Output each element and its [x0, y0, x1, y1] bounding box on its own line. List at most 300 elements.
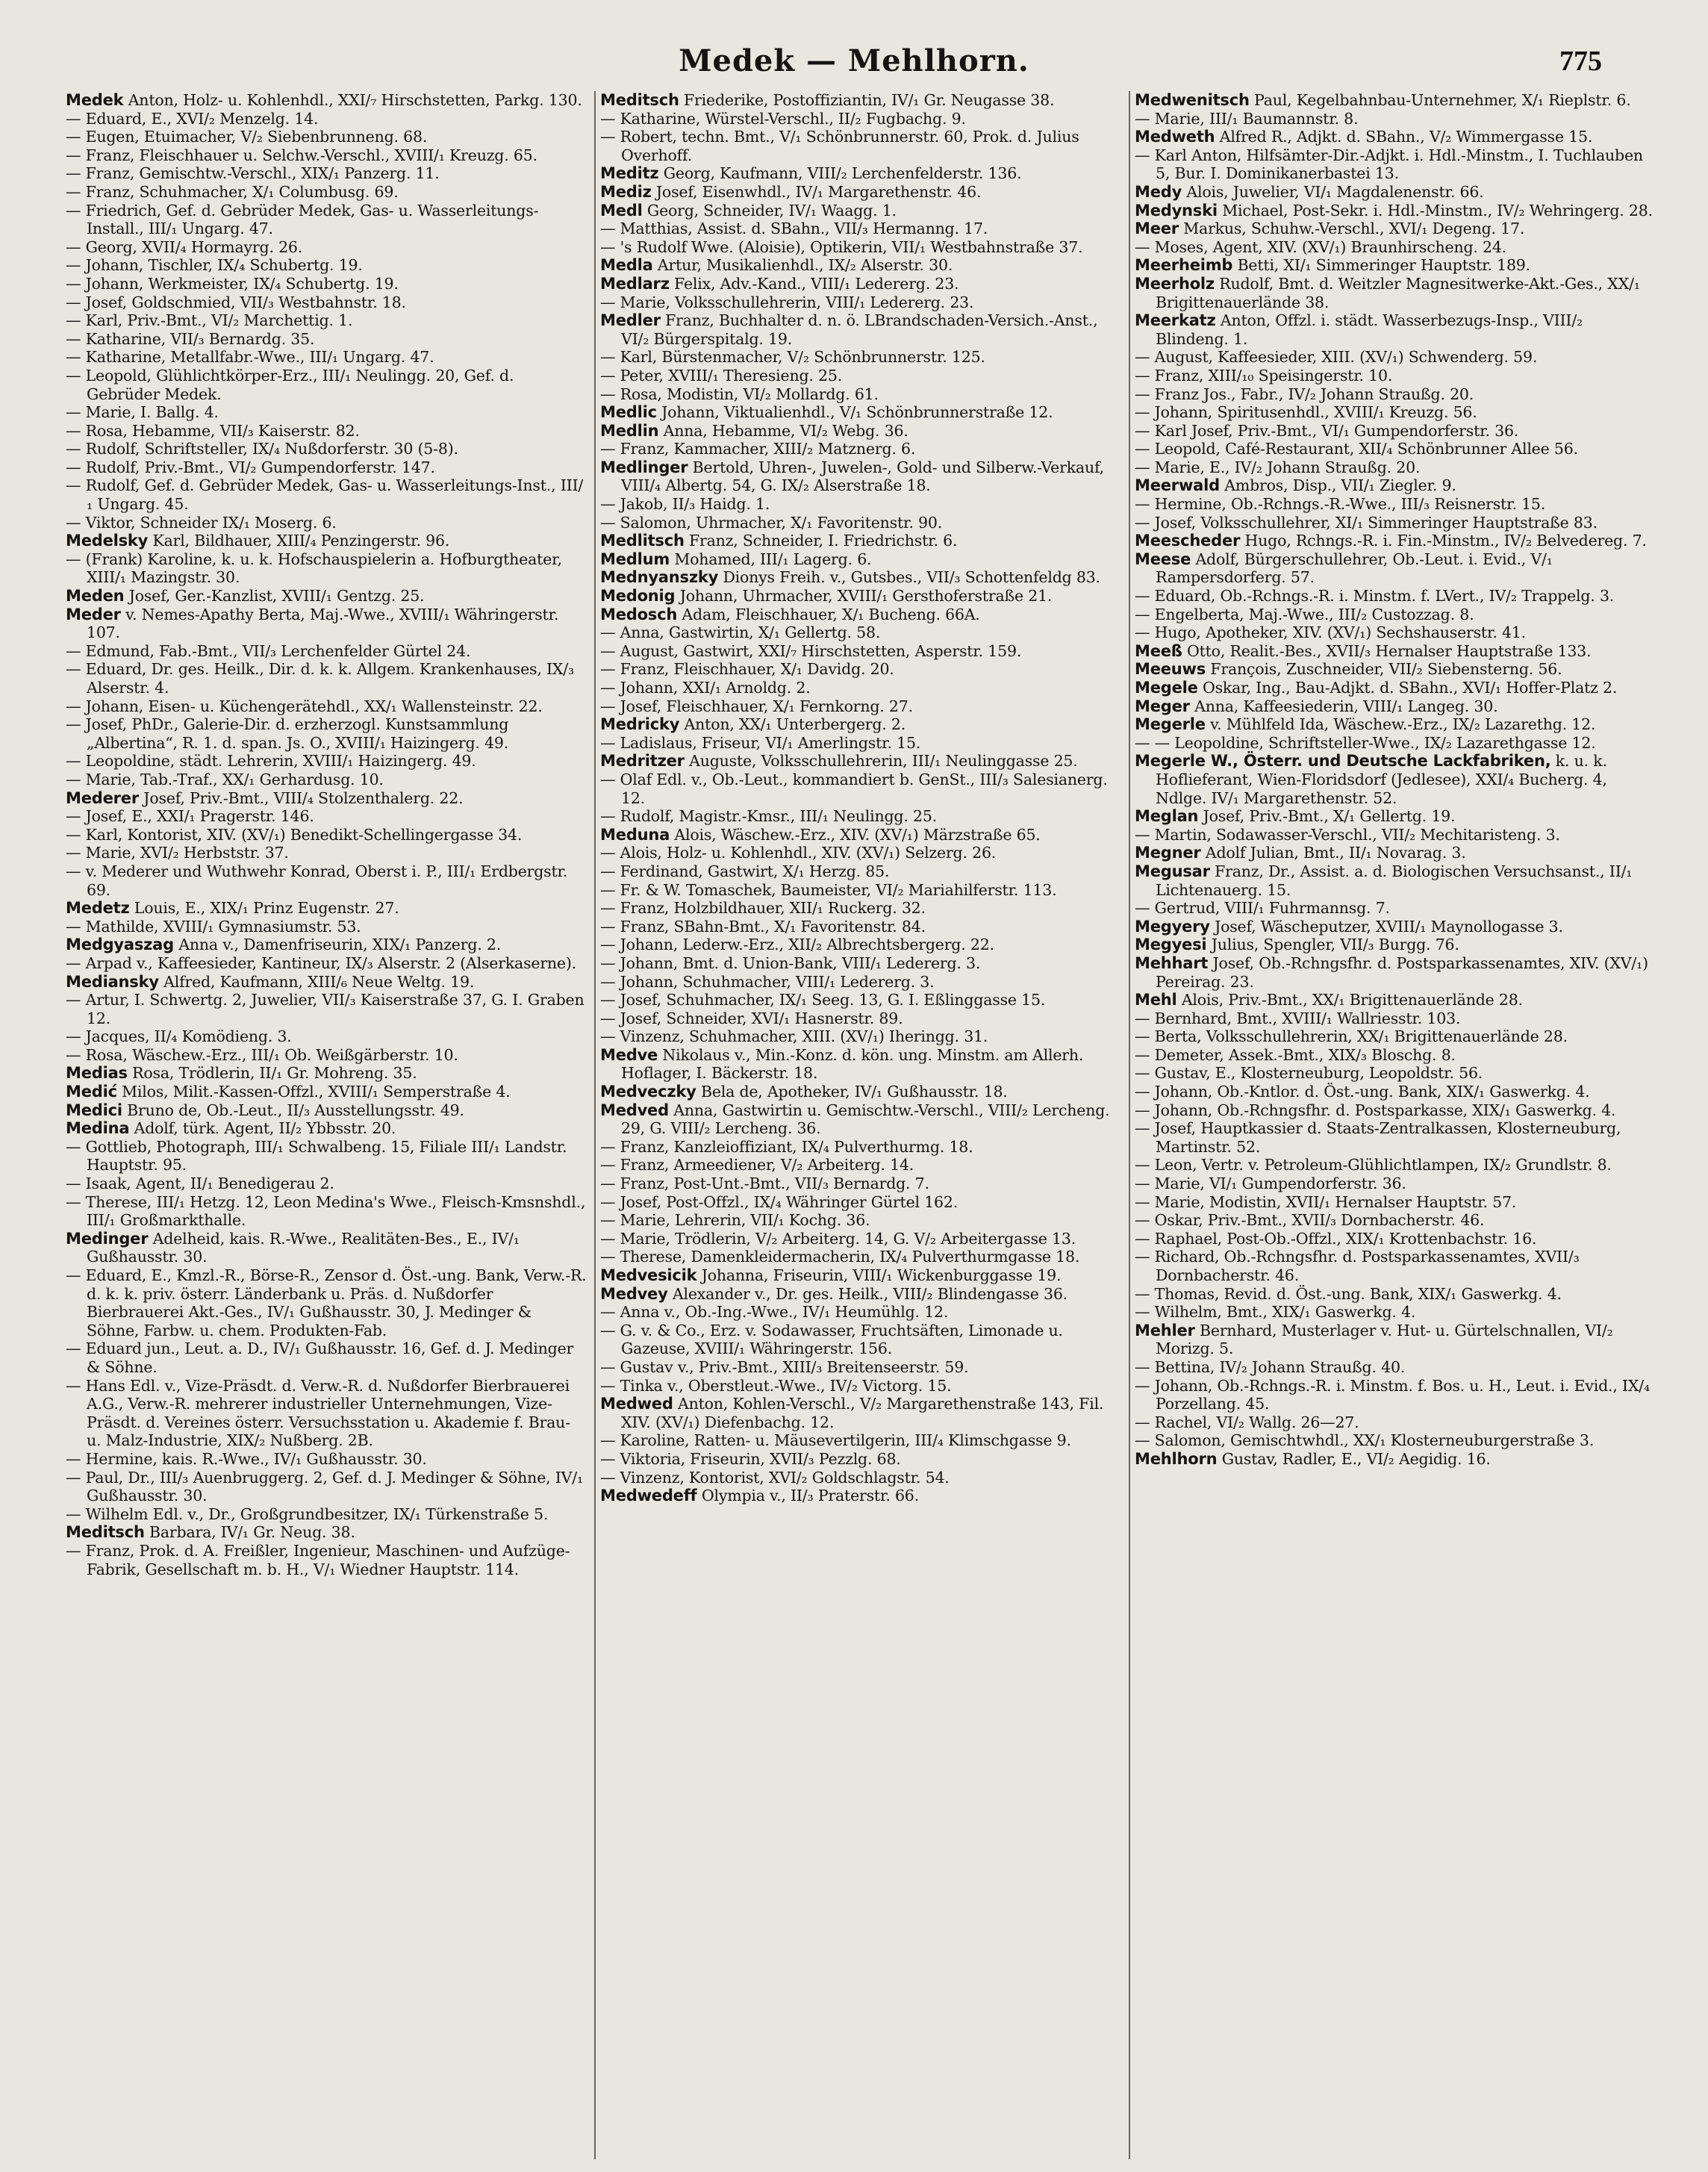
- entry-text: Rosa, Trödlerin, II/₁ Gr. Mohreng. 35.: [127, 1064, 417, 1083]
- directory-entry: [66, 440, 587, 458]
- directory-entry: [66, 202, 587, 238]
- directory-entry: [600, 1377, 1121, 1395]
- directory-entry: [1135, 238, 1657, 257]
- directory-entry: [66, 348, 587, 367]
- entry-text: — Karl, Priv.-Bmt., VI/₂ Marchettig. 1.: [66, 311, 353, 330]
- entry-headword: Meditz: [600, 164, 659, 183]
- entry-text: — Josef, PhDr., Galerie-Dir. d. erzherzogl. Kunstsammlung „Albertina“, R. 1. d. span. Js. O., XVIII/₁ Haizingerg. 49.: [66, 715, 509, 752]
- entry-headword: Megyery: [1135, 917, 1210, 936]
- entry-text: François, Zuschneider, VII/₂ Siebensterng. 56.: [1206, 660, 1562, 679]
- entry-headword: Meescheder: [1135, 532, 1241, 550]
- directory-entry: [600, 1174, 1121, 1193]
- directory-entry: [1135, 1083, 1657, 1101]
- directory-entry: [600, 1009, 1121, 1028]
- entry-headword: Meerkatz: [1135, 311, 1216, 330]
- entry-text: — Edmund, Fab.-Bmt., VII/₃ Lerchenfelder Gürtel 24.: [66, 641, 471, 660]
- entry-text: — Franz Jos., Fabr., IV/₂ Johann Straußg. 20.: [1135, 385, 1474, 403]
- directory-entry: [600, 348, 1121, 367]
- entry-headword: Megner: [1135, 844, 1201, 862]
- directory-entry: [1135, 623, 1657, 642]
- entry-text: — Marie, Tab.-Traf., XX/₁ Gerhardusg. 10.: [66, 770, 384, 788]
- directory-entry: [66, 1064, 587, 1083]
- entry-text: — Rudolf, Schriftsteller, IX/₄ Nußdorferstr. 30 (5-8).: [66, 440, 458, 458]
- entry-headword: Medved: [600, 1101, 669, 1119]
- entry-text: — G. v. & Co., Erz. v. Sodawasser, Fruchtsäften, Limonade u. Gazeuse, XVIII/₁ Währingerstr. 156.: [600, 1321, 1063, 1358]
- entry-headword: Medina: [66, 1119, 130, 1138]
- entry-text: Adolf, Bürgerschullehrer, Ob.-Leut. i. Evid., V/₁ Rampersdorferg. 57.: [1156, 550, 1553, 587]
- directory-entry: [1135, 1285, 1657, 1304]
- directory-entry: [66, 183, 587, 202]
- directory-entry: [600, 256, 1121, 275]
- directory-entry: [1135, 202, 1657, 220]
- entry-text: — Jakob, II/₃ Haidg. 1.: [600, 495, 770, 514]
- entry-text: — Ferdinand, Gastwirt, X/₁ Herzg. 85.: [600, 862, 890, 880]
- entry-text: — Georg, XVII/₄ Hormayrg. 26.: [66, 237, 303, 256]
- entry-headword: Medricky: [600, 715, 680, 734]
- directory-entry: [600, 973, 1121, 992]
- directory-entry: [600, 1266, 1121, 1285]
- directory-entry: [66, 1469, 587, 1505]
- entry-text: — Bernhard, Bmt., XVIII/₁ Wallriesstr. 103.: [1135, 1009, 1461, 1027]
- entry-text: — Gertrud, VIII/₁ Fuhrmannsg. 7.: [1135, 899, 1390, 918]
- entry-text: — Josef, Volksschullehrer, XI/₁ Simmeringer Hauptstraße 83.: [1135, 513, 1598, 532]
- entry-text: Alois, Wäschew.-Erz., XIV. (XV/₁) Märzstraße 65.: [670, 825, 1041, 844]
- entry-text: — Franz, Fleischhauer u. Selchw.-Verschl., XVIII/₁ Kreuzg. 65.: [66, 146, 537, 164]
- directory-entry: [600, 532, 1121, 550]
- entry-text: — Johann, Ob.-Kntlor. d. Öst.-ung. Bank, XIX/₁ Gaswerkg. 4.: [1135, 1083, 1590, 1101]
- directory-entry: [600, 238, 1121, 257]
- entry-text: Felix, Adv.-Kand., VIII/₁ Ledererg. 23.: [669, 274, 959, 293]
- entry-text: Anna, Kaffeesiederin, VIII/₁ Langeg. 30.: [1189, 697, 1498, 715]
- entry-text: Alfred, Kaufmann, XIII/₆ Neue Weltg. 19.: [158, 972, 475, 991]
- directory-entry: [1135, 458, 1657, 477]
- entry-headword: Medritzer: [600, 752, 685, 771]
- directory-entry: [66, 844, 587, 862]
- entry-text: Hugo, Rchngs.-R. i. Fin.-Minstm., IV/₂ Belvedereg. 7.: [1240, 532, 1647, 550]
- entry-text: — Oskar, Priv.-Bmt., XVII/₃ Dornbacherstr. 46.: [1135, 1211, 1485, 1230]
- directory-entry: [66, 1230, 587, 1266]
- directory-entry: [600, 1230, 1121, 1248]
- directory-entry: [600, 642, 1121, 661]
- entry-text: — Anna, Gastwirtin, X/₁ Gellertg. 58.: [600, 623, 881, 642]
- entry-text: — Marie, Lehrerin, VII/₁ Kochg. 36.: [600, 1211, 870, 1230]
- entry-headword: Medić: [66, 1083, 117, 1101]
- entry-headword: Mehlhorn: [1135, 1449, 1218, 1468]
- entry-text: — Paul, Dr., III/₃ Auenbruggerg. 2, Gef. d. J. Medinger & Söhne, IV/₁ Gußhausstr. 30.: [66, 1468, 583, 1505]
- entry-text: Barbara, IV/₁ Gr. Neug. 38.: [144, 1523, 355, 1542]
- entry-text: — Eduard jun., Leut. a. D., IV/₁ Gußhausstr. 16, Gef. d. J. Medinger & Söhne.: [66, 1339, 574, 1376]
- entry-text: Bela de, Apotheker, IV/₁ Gußhausstr. 18.: [696, 1083, 1008, 1101]
- entry-text: — Therese, III/₁ Hetzg. 12, Leon Medina's Wwe., Fleisch-Kmsnshdl., III/₁ Großmarkthalle.: [66, 1192, 586, 1230]
- entry-text: Alfred R., Adjkt. d. SBahn., V/₂ Wimmergasse 15.: [1215, 128, 1593, 146]
- entry-text: — Salomon, Uhrmacher, X/₁ Favoritenstr. 90.: [600, 513, 943, 532]
- directory-entry: [600, 771, 1121, 807]
- entry-text: — Franz, Armeediener, V/₂ Arbeiterg. 14.: [600, 1156, 914, 1174]
- entry-headword: Meerholz: [1135, 274, 1215, 293]
- entry-text: — (Frank) Karoline, k. u. k. Hofschauspielerin a. Hofburgtheater, XIII/₁ Mazingstr. 30.: [66, 550, 562, 587]
- entry-text: — Josef, Fleischhauer, X/₁ Fernkorng. 27.: [600, 697, 913, 715]
- entry-headword: Medynski: [1135, 201, 1218, 220]
- entry-text: — Robert, techn. Bmt., V/₁ Schönbrunnerstr. 60, Prok. d. Julius Overhoff.: [600, 128, 1079, 164]
- directory-entry: [1135, 679, 1657, 697]
- entry-text: Bernhard, Musterlager v. Hut- u. Gürtelschnallen, VI/₂ Morizg. 5.: [1156, 1321, 1613, 1358]
- directory-entry: [1135, 110, 1657, 128]
- directory-entry: [1135, 532, 1657, 550]
- directory-entry: [1135, 1377, 1657, 1413]
- entry-text: Josef, Priv.-Bmt., VIII/₄ Stolzenthalerg. 22.: [138, 788, 464, 807]
- entry-text: Oskar, Ing., Bau-Adjkt. d. SBahn., XVI/₁ Hoffer-Platz 2.: [1197, 679, 1618, 697]
- entry-text: — Franz, Prok. d. A. Freißler, Ingenieur, Maschinen- und Aufzüge-Fabrik, Gesellschaft m. b. H., V/₁ Wiedner Hauptstr. 114.: [66, 1541, 570, 1578]
- entry-text: — Vinzenz, Schuhmacher, XIII. (XV/₁) Iheringg. 31.: [600, 1027, 988, 1046]
- directory-entry: [66, 752, 587, 771]
- directory-entry: [1135, 311, 1657, 348]
- directory-entry: [600, 623, 1121, 642]
- entry-text: — Therese, Damenkleidermacherin, IX/₄ Pulverthurmgasse 18.: [600, 1248, 1080, 1266]
- page-header: [0, 43, 1708, 88]
- entry-headword: Medwed: [600, 1395, 673, 1413]
- directory-entry: [600, 918, 1121, 936]
- entry-text: — Marie, E., IV/₂ Johann Straußg. 20.: [1135, 458, 1421, 476]
- entry-text: — Johann, Ob.-Rchngsfhr. d. Postsparkasse, XIX/₁ Gaswerkg. 4.: [1135, 1101, 1616, 1119]
- directory-entry: [66, 146, 587, 165]
- entry-text: — Johann, Ob.-Rchngs.-R. i. Minstm. f. Bos. u. H., Leut. i. Evid., IX/₄ Porzellang. 45.: [1135, 1376, 1650, 1413]
- entry-headword: Medonig: [600, 587, 676, 606]
- entry-text: — Gustav v., Priv.-Bmt., XIII/₃ Breitenseerstr. 59.: [600, 1357, 969, 1376]
- entry-text: Josef, Priv.-Bmt., X/₁ Gellertg. 19.: [1198, 807, 1456, 826]
- entry-text: — Jacques, II/₄ Komödieng. 3.: [66, 1027, 292, 1046]
- entry-text: — Salomon, Gemischtwhdl., XX/₁ Klosterneuburgerstraße 3.: [1135, 1431, 1595, 1450]
- directory-entry: [66, 476, 587, 513]
- directory-entry: [1135, 991, 1657, 1009]
- directory-entry: [1135, 1230, 1657, 1248]
- entry-text: — Katharine, Metallfabr.-Wwe., III/₁ Ungarg. 47.: [66, 348, 434, 367]
- directory-entry: [1135, 826, 1657, 844]
- directory-entry: [1135, 256, 1657, 275]
- entry-headword: Medelsky: [66, 532, 149, 550]
- entry-headword: Medlin: [600, 421, 659, 440]
- directory-entry: [66, 458, 587, 477]
- directory-entry: [66, 1266, 587, 1339]
- directory-entry: [600, 91, 1121, 110]
- entry-headword: Meerheimb: [1135, 256, 1233, 275]
- directory-entry: [1135, 587, 1657, 606]
- running-head: Medek — Mehlhorn.: [679, 43, 1029, 78]
- directory-entry: [1135, 348, 1657, 367]
- entry-text: v. Nemes-Apathy Berta, Maj.-Wwe., XVIII/₁ Währingerstr. 107.: [87, 605, 559, 642]
- entry-text: — Alois, Holz- u. Kohlenhdl., XIV. (XV/₁) Selzerg. 26.: [600, 844, 997, 862]
- page-number: 775: [1559, 46, 1602, 77]
- directory-entry: [600, 734, 1121, 753]
- entry-text: — Josef, Schneider, XVI/₁ Hasnerstr. 89.: [600, 1009, 903, 1027]
- entry-text: Anton, Offzl. i. städt. Wasserbezugs-Insp., VIII/₂ Blindeng. 1.: [1156, 311, 1583, 348]
- directory-entry: [1135, 476, 1657, 495]
- entry-text: — Marie, I. Ballg. 4.: [66, 403, 219, 422]
- directory-entry: [66, 1083, 587, 1101]
- entry-text: — Josef, Hauptkassier d. Staats-Zentralkassen, Klosterneuburg, Martinstr. 52.: [1135, 1119, 1621, 1156]
- entry-text: — Josef, Goldschmied, VII/₃ Westbahnstr. 18.: [66, 293, 406, 311]
- entry-headword: Medvey: [600, 1284, 668, 1303]
- entry-text: — Leopoldine, städt. Lehrerin, XVIII/₁ Haizingerg. 49.: [66, 752, 476, 771]
- directory-entry: [66, 1027, 587, 1046]
- directory-entry: [66, 91, 587, 110]
- directory-entry: [1135, 1193, 1657, 1212]
- entry-text: Franz, Schneider, I. Friedrichstr. 6.: [684, 532, 958, 550]
- entry-text: Anna, Hebamme, VI/₂ Webg. 36.: [658, 421, 908, 440]
- directory-entry: [66, 164, 587, 183]
- column-middle: [596, 91, 1130, 2159]
- directory-entry: [1135, 146, 1657, 183]
- directory-entry: [600, 164, 1121, 183]
- entry-text: — Josef, Post-Offzl., IX/₄ Währinger Gürtel 162.: [600, 1192, 959, 1211]
- directory-entry: [66, 1119, 587, 1138]
- entry-text: Michael, Post-Sekr. i. Hdl.-Minstm., IV/₂ Wehringerg. 28.: [1217, 201, 1653, 220]
- directory-entry: [1135, 422, 1657, 441]
- entry-text: Milos, Milit.-Kassen-Offzl., XVIII/₁ Semperstraße 4.: [116, 1083, 511, 1101]
- directory-entry: [600, 550, 1121, 569]
- directory-entry: [66, 1505, 587, 1524]
- entry-headword: Medlinger: [600, 458, 688, 476]
- directory-entry: [600, 183, 1121, 202]
- entry-text: — Viktor, Schneider IX/₁ Moserg. 6.: [66, 513, 337, 532]
- directory-entry: [600, 495, 1121, 514]
- entry-text: k. u. k. Hoflieferant, Wien-Floridsdorf (Jedlesee), XXI/₄ Bucherg. 4, Ndlge. IV/₁ Margarethenstr. 52.: [1156, 752, 1607, 807]
- directory-entry: [600, 514, 1121, 532]
- directory-entry: [600, 458, 1121, 495]
- entry-text: — Johann, Schuhmacher, VIII/₁ Ledererg. 3.: [600, 972, 935, 991]
- entry-text: Johann, Viktualienhdl., V/₁ Schönbrunnerstraße 12.: [656, 403, 1053, 422]
- entry-text: — Marie, Modistin, XVII/₁ Hernalser Hauptstr. 57.: [1135, 1192, 1517, 1211]
- directory-entry: [600, 752, 1121, 771]
- directory-entry: [1135, 734, 1657, 753]
- entry-text: — Karl Anton, Hilfsämter-Dir.-Adjkt. i. Hdl.-Minstm., I. Tuchlauben 5, Bur. I. Dominikanerbastei 13.: [1135, 146, 1643, 183]
- entry-text: — Gustav, E., Klosterneuburg, Leopoldstr. 56.: [1135, 1064, 1483, 1083]
- entry-text: — Berta, Volksschullehrerin, XX/₁ Brigittenauerlände 28.: [1135, 1027, 1568, 1046]
- entry-text: — Wilhelm Edl. v., Dr., Großgrundbesitzer, IX/₁ Türkenstraße 5.: [66, 1504, 549, 1523]
- entry-text: — Eduard, Dr. ges. Heilk., Dir. d. k. k. Allgem. Krankenhauses, IX/₃ Alserstr. 4.: [66, 660, 575, 697]
- directory-entry: [600, 385, 1121, 404]
- entry-text: Olympia v., II/₃ Praterstr. 66.: [696, 1487, 919, 1505]
- directory-entry: [66, 514, 587, 532]
- directory-entry: [66, 606, 587, 642]
- entry-text: — Hermine, Ob.-Rchngs.-R.-Wwe., III/₃ Reisnerstr. 15.: [1135, 495, 1546, 514]
- entry-text: — Johann, Eisen- u. Küchengerätehdl., XX/₁ Wallensteinstr. 22.: [66, 697, 543, 715]
- entry-text: Bertold, Uhren-, Juwelen-, Gold- und Silberw.-Verkauf, VIII/₄ Albertg. 54, G. IX/₂ Alserstraße 18.: [621, 458, 1104, 495]
- entry-text: Anton, XX/₁ Unterbergerg. 2.: [679, 715, 906, 734]
- entry-text: Louis, E., XIX/₁ Prinz Eugenstr. 27.: [129, 899, 399, 918]
- directory-entry: [600, 991, 1121, 1009]
- entry-headword: Medlum: [600, 550, 670, 568]
- entry-text: Josef, Ger.-Kanzlist, XVIII/₁ Gentzg. 25.: [124, 587, 425, 606]
- entry-text: — Anna v., Ob.-Ing.-Wwe., IV/₁ Heumühlg. 12.: [600, 1303, 949, 1322]
- entry-text: — August, Kaffeesieder, XIII. (XV/₁) Schwenderg. 59.: [1135, 348, 1538, 367]
- directory-entry: [66, 256, 587, 275]
- directory-entry: [600, 936, 1121, 954]
- entry-headword: Meglan: [1135, 807, 1199, 826]
- directory-entry: [1135, 403, 1657, 422]
- entry-headword: Mehler: [1135, 1321, 1195, 1339]
- entry-text: — Isaak, Agent, II/₁ Benedigerau 2.: [66, 1174, 334, 1193]
- directory-entry: [600, 440, 1121, 458]
- directory-entry: [1135, 1211, 1657, 1230]
- entry-text: Adelheid, kais. R.-Wwe., Realitäten-Bes., E., IV/₁ Gußhausstr. 30.: [87, 1229, 520, 1266]
- directory-entry: [1135, 1358, 1657, 1377]
- directory-entry: [600, 293, 1121, 312]
- directory-entry: [1135, 220, 1657, 238]
- entry-text: Johanna, Friseurin, VIII/₁ Wickenburggasse 19.: [696, 1266, 1062, 1284]
- entry-text: — Karl Josef, Priv.-Bmt., VI/₁ Gumpendorferstr. 36.: [1135, 421, 1519, 440]
- directory-entry: [600, 1101, 1121, 1138]
- entry-text: — Artur, I. Schwertg. 2, Juwelier, VII/₃ Kaiserstraße 37, G. I. Graben 12.: [66, 991, 585, 1027]
- entry-text: — Johann, Werkmeister, IX/₄ Schubertg. 19.: [66, 274, 399, 293]
- entry-text: — Josef, E., XXI/₁ Pragerstr. 146.: [66, 807, 314, 826]
- entry-headword: Medici: [66, 1101, 122, 1119]
- entry-text: — Tinka v., Oberstleut.-Wwe., IV/₂ Victorg. 15.: [600, 1376, 952, 1395]
- directory-entry: [600, 1358, 1121, 1377]
- entry-text: — Eduard, E., XVI/₂ Menzelg. 14.: [66, 109, 319, 128]
- directory-entry: [600, 568, 1121, 587]
- entry-text: — Johann, XXI/₁ Arnoldg. 2.: [600, 679, 811, 697]
- directory-entry: [66, 954, 587, 973]
- directory-entry: [66, 1193, 587, 1230]
- entry-text: — Franz, Kanzleioffiziant, IX/₄ Pulverthurmg. 18.: [600, 1137, 973, 1156]
- entry-text: — Moses, Agent, XIV. (XV/₁) Braunhirscheng. 24.: [1135, 237, 1507, 256]
- columns: [61, 91, 1666, 2159]
- entry-text: Adam, Fleischhauer, X/₁ Bucheng. 66A.: [677, 605, 980, 623]
- entry-text: — Franz, Fleischhauer, X/₁ Davidg. 20.: [600, 660, 894, 679]
- directory-entry: [1135, 1322, 1657, 1358]
- entry-text: Georg, Schneider, IV/₁ Waagg. 1.: [642, 201, 897, 220]
- entry-headword: Medla: [600, 256, 653, 275]
- entry-headword: Meditsch: [66, 1523, 145, 1542]
- entry-text: — Rosa, Modistin, VI/₂ Mollardg. 61.: [600, 385, 879, 403]
- directory-entry: [66, 899, 587, 918]
- directory-entry: [600, 1083, 1121, 1101]
- directory-entry: [600, 1303, 1121, 1322]
- directory-entry: [1135, 1027, 1657, 1046]
- entry-text: Mohamed, III/₁ Lagerg. 6.: [670, 550, 872, 568]
- directory-entry: [1135, 1174, 1657, 1193]
- entry-text: — Marie, XVI/₂ Herbststr. 37.: [66, 844, 289, 862]
- directory-entry: [66, 1101, 587, 1120]
- entry-text: Adolf Julian, Bmt., II/₁ Novarag. 3.: [1200, 844, 1466, 862]
- entry-headword: Meder: [66, 605, 121, 623]
- directory-entry: [1135, 1101, 1657, 1120]
- entry-headword: Medy: [1135, 182, 1182, 201]
- directory-entry: [66, 1542, 587, 1578]
- entry-text: — Rudolf, Priv.-Bmt., VI/₂ Gumpendorferstr. 147.: [66, 458, 435, 476]
- entry-headword: Medlic: [600, 403, 657, 422]
- entry-headword: Mediansky: [66, 972, 159, 991]
- directory-entry: [600, 220, 1121, 238]
- entry-headword: Megerle: [1135, 715, 1206, 734]
- entry-text: — Johann, Spiritusenhdl., XVIII/₁ Kreuzg. 56.: [1135, 403, 1477, 422]
- entry-text: Anna, Gastwirtin u. Gemischtw.-Verschl., VIII/₂ Lercheng. 29, G. VIII/₂ Lercheng. 36.: [621, 1101, 1110, 1138]
- entry-headword: Meeß: [1135, 641, 1182, 660]
- entry-headword: Mehl: [1135, 991, 1177, 1009]
- entry-text: — Marie, VI/₁ Gumpendorferstr. 36.: [1135, 1174, 1406, 1193]
- entry-headword: Meger: [1135, 697, 1190, 715]
- entry-headword: Meduna: [600, 825, 670, 844]
- entry-text: — Wilhelm, Bmt., XIX/₁ Gaswerkg. 4.: [1135, 1303, 1416, 1322]
- entry-headword: Meditsch: [600, 91, 679, 109]
- entry-text: — Katharine, Würstel-Verschl., II/₂ Fugbachg. 9.: [600, 109, 966, 128]
- column-right: [1130, 91, 1665, 2159]
- entry-text: — Franz, Post-Unt.-Bmt., VII/₃ Bernardg. 7.: [600, 1174, 929, 1193]
- directory-entry: [600, 1046, 1121, 1083]
- entry-text: Josef, Eisenwhdl., IV/₁ Margarethenstr. 46.: [651, 182, 982, 201]
- entry-text: — Franz, Schuhmacher, X/₁ Columbusg. 69.: [66, 182, 399, 201]
- entry-headword: Medias: [66, 1064, 128, 1083]
- entry-text: Alois, Priv.-Bmt., XX/₁ Brigittenauerlände 28.: [1176, 991, 1523, 1009]
- directory-entry: [1135, 1303, 1657, 1322]
- directory-entry: [66, 862, 587, 899]
- entry-text: — Demeter, Assek.-Bmt., XIX/₃ Bloschg. 8.: [1135, 1045, 1456, 1064]
- directory-entry: [600, 881, 1121, 900]
- directory-entry: [66, 826, 587, 844]
- entry-text: — Richard, Ob.-Rchngsfhr. d. Postsparkassenamtes, XVII/₃ Dornbacherstr. 46.: [1135, 1248, 1580, 1284]
- entry-text: Anton, Holz- u. Kohlenhdl., XXI/₇ Hirschstetten, Parkg. 130.: [123, 91, 582, 109]
- entry-text: — Johann, Bmt. d. Union-Bank, VIII/₁ Ledererg. 3.: [600, 953, 981, 972]
- directory-entry: [66, 1174, 587, 1193]
- entry-text: — Gottlieb, Photograph, III/₁ Schwalbeng. 15, Filiale III/₁ Landstr. Hauptstr. 95.: [66, 1137, 567, 1174]
- entry-text: Anna v., Damenfriseurin, XIX/₁ Panzerg. 2.: [174, 936, 502, 954]
- entry-text: — Marie, Trödlerin, V/₂ Arbeiterg. 14, G. V/₂ Arbeitergasse 13.: [600, 1229, 1076, 1248]
- entry-text: — v. Mederer und Wuthwehr Konrad, Oberst i. P., III/₁ Erdbergstr. 69.: [66, 862, 568, 899]
- directory-entry: [600, 697, 1121, 716]
- directory-entry: [66, 422, 587, 441]
- entry-text: — Rosa, Wäschew.-Erz., III/₁ Ob. Weißgärberstr. 10.: [66, 1045, 458, 1064]
- directory-entry: [66, 973, 587, 992]
- directory-entry: [600, 1469, 1121, 1487]
- entry-text: — Leon, Vertr. v. Petroleum-Glühlichtlampen, IX/₂ Grundlstr. 8.: [1135, 1156, 1612, 1174]
- entry-text: — Hans Edl. v., Vize-Präsdt. d. Verw.-R. d. Nußdorfer Bierbrauerei A.G., Verw.-R. mehrerer industrieller Unternehmungen, Vize-Präsdt. d. Vereines österr. Versuchsstation u. Akademie f. Brau- u. Malz-Industrie, XIX/₂ Nußberg. 2B.: [66, 1376, 570, 1450]
- entry-text: — Rudolf, Gef. d. Gebrüder Medek, Gas- u. Wasserleitungs-Inst., III/₁ Ungarg. 45.: [66, 476, 584, 514]
- directory-entry: [600, 403, 1121, 422]
- entry-text: Karl, Bildhauer, XIII/₄ Penzingerstr. 96.: [148, 532, 450, 550]
- entry-text: Josef, Wäscheputzer, XVIII/₁ Maynollogasse 3.: [1209, 917, 1563, 936]
- entry-headword: Medosch: [600, 605, 678, 623]
- entry-text: — Karl, Kontorist, XIV. (XV/₁) Benedikt-Schellingergasse 34.: [66, 825, 523, 844]
- directory-entry: [66, 697, 587, 716]
- entry-text: — Franz, XIII/₁₀ Speisingerstr. 10.: [1135, 366, 1393, 385]
- entry-headword: Meese: [1135, 550, 1191, 568]
- entry-headword: Medl: [600, 201, 643, 220]
- entry-headword: Medek: [66, 91, 124, 109]
- entry-headword: Megyesi: [1135, 936, 1207, 954]
- directory-entry: [600, 1431, 1121, 1450]
- directory-entry: [600, 899, 1121, 918]
- directory-entry: [1135, 1009, 1657, 1028]
- directory-entry: [600, 954, 1121, 973]
- column-left: [61, 91, 596, 2159]
- directory-entry: [600, 1487, 1121, 1505]
- directory-entry: [66, 1138, 587, 1174]
- entry-text: — Hermine, kais. R.-Wwe., IV/₁ Gußhausstr. 30.: [66, 1449, 427, 1468]
- entry-text: — Eduard, E., Kmzl.-R., Börse-R., Zensor d. Öst.-ung. Bank, Verw.-R. d. k. k. priv. österr. Länderbank u. Präs. d. Nußdorfer Bierbrauerei Akt.-Ges., IV/₁ Gußhausstr. 30, J. Medinger & Söhne, Farbw. u. chem. Produkten-Fab.: [66, 1266, 587, 1339]
- entry-text: — Johann, Tischler, IX/₄ Schubertg. 19.: [66, 256, 363, 275]
- directory-entry: [66, 715, 587, 752]
- entry-headword: Megusar: [1135, 862, 1210, 880]
- directory-entry: [66, 789, 587, 808]
- entry-text: Alexander v., Dr. ges. Heilk., VIII/₂ Blindengasse 36.: [667, 1284, 1068, 1303]
- directory-entry: [600, 1248, 1121, 1266]
- directory-entry: [66, 1523, 587, 1542]
- directory-entry: [1135, 440, 1657, 458]
- entry-text: Artur, Musikalienhdl., IX/₂ Alserstr. 30.: [652, 256, 953, 275]
- directory-entry: [600, 1395, 1121, 1431]
- directory-entry: [1135, 385, 1657, 404]
- directory-entry: [1135, 715, 1657, 734]
